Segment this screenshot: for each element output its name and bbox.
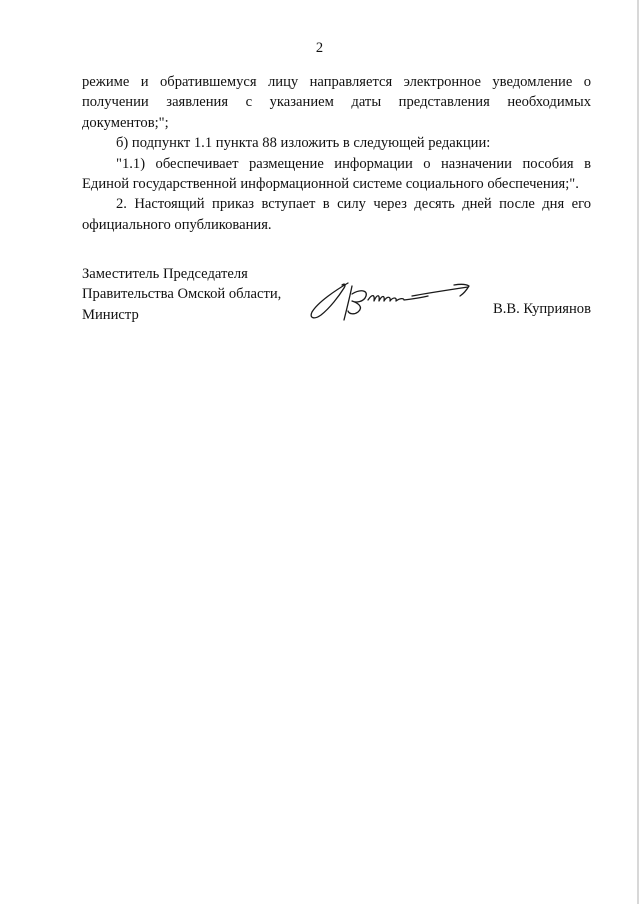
paragraph-subclause-b: б) подпункт 1.1 пункта 88 изложить в следующей редакции: — [116, 135, 491, 152]
paragraph-continuation: режиме и обратившемуся лицу направляется электронное уведомление о получении заявления с указанием даты представления необходимых документов;"; — [82, 74, 591, 131]
signatory-title-line: Заместитель Председателя — [82, 266, 248, 282]
signatory-title-line: Министр — [82, 306, 139, 323]
signatory-name: В.В. Куприянов — [493, 301, 591, 317]
paragraph-quoted-clause: "1.1) обеспечивает размещение информации о назначении пособия в Единой государственной информационной системе социального обеспечения;". — [82, 155, 591, 193]
page-number: 2 — [315, 40, 324, 56]
document-body — [82, 72, 591, 235]
signatory-title-line: Правительства Омской области, — [82, 286, 282, 303]
handwritten-signature — [308, 274, 474, 324]
paragraph-effective-date: 2. Настоящий приказ вступает в силу через десять дней после дня его официального опубликования. — [82, 196, 591, 233]
